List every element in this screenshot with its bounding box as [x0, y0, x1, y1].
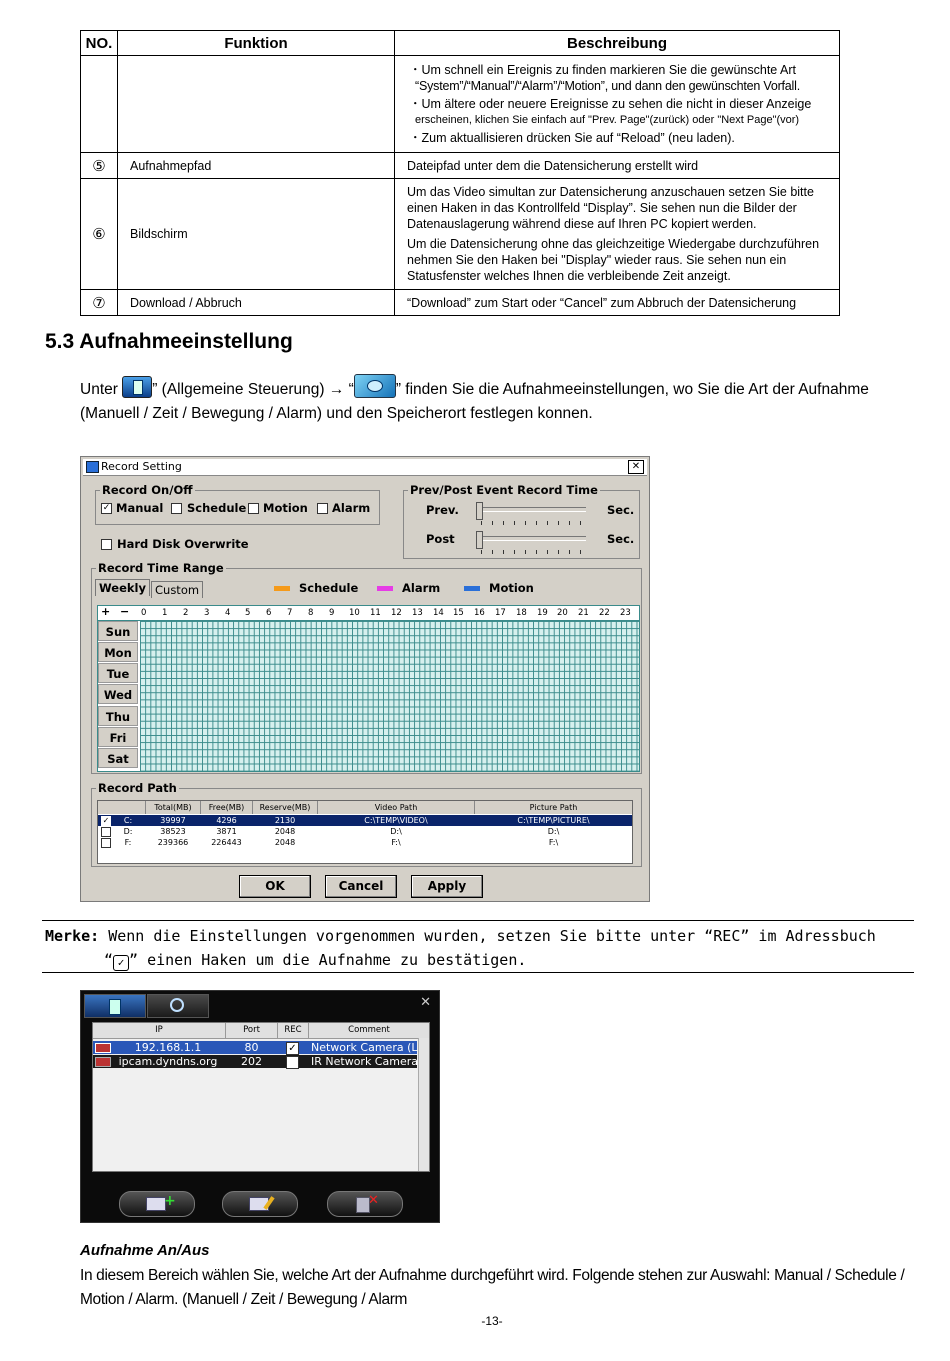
hour-label: 19: [537, 608, 548, 618]
day-label-thu[interactable]: Thu: [98, 706, 138, 726]
address-port: 202: [241, 1055, 262, 1068]
path-reserve: 2130: [274, 816, 296, 825]
record-setting-window: [80, 456, 650, 902]
prev-slider-track[interactable]: [476, 507, 586, 512]
motion-legend-label: Motion: [489, 581, 534, 595]
path-free: 4296: [216, 816, 237, 825]
desc-line: ・Zum aktuallisieren drücken Sie auf “Reload” (neu laden).: [409, 131, 735, 145]
desc-line: ・Um ältere oder neuere Ereignisse zu sehen die nicht in dieser Anzeige: [409, 97, 812, 111]
path-row[interactable]: [98, 826, 632, 837]
add-camera-button[interactable]: [119, 1191, 195, 1217]
search-tab[interactable]: [147, 994, 209, 1018]
hour-label: 21: [578, 608, 589, 618]
close-icon[interactable]: ✕: [628, 460, 644, 474]
page-number: -13-: [481, 1314, 503, 1328]
hour-label: 10: [349, 608, 360, 618]
address-book-icon: [109, 999, 121, 1015]
desc-line: “System”/“Manual”/“Alarm”/“Motion”, und dann den gewünschten Vorfall.: [415, 79, 800, 93]
post-slider-track[interactable]: [476, 536, 586, 541]
hour-label: 23: [620, 608, 631, 618]
post-label: Post: [426, 532, 455, 546]
tab-custom[interactable]: Custom: [151, 581, 203, 598]
path-reserve: 2048: [274, 827, 296, 836]
row5-function: Aufnahmepfad: [118, 153, 395, 179]
day-label-sat[interactable]: Sat: [98, 748, 138, 768]
path-row-checkbox[interactable]: ✓: [102, 816, 110, 825]
address-comment: Network Camera (L: [311, 1041, 418, 1054]
hour-label: 22: [599, 608, 610, 618]
desc-paragraph: Um die Datensicherung ohne das gleichzeitige Wiedergabe durchzuführen nehmen Sie den Haken bei "Display" wieder raus. Sie sehen nun ein Statusfenster welches Ihnen die verbleibende Zeit anzeigt.: [407, 237, 820, 283]
note-text: “: [104, 951, 114, 969]
post-unit: Sec.: [607, 532, 635, 546]
search-icon: [170, 998, 184, 1012]
prev-slider-ticks: [481, 521, 581, 525]
footer-options: Motion / Alarm: [80, 1291, 175, 1308]
schedule-checkbox[interactable]: [171, 503, 182, 514]
prev-unit: Sec.: [607, 503, 635, 517]
path-video: C:\TEMP\VIDEO\: [364, 816, 428, 825]
motion-checkbox[interactable]: [248, 503, 259, 514]
hour-label: 14: [433, 608, 444, 618]
add-icon: [146, 1197, 166, 1211]
path-row[interactable]: [98, 815, 632, 826]
footer-text: . (Manuell / Zeit / Bewegung / Alarm: [174, 1291, 408, 1308]
hour-label: 1: [162, 608, 168, 618]
prevpost-legend: Prev/Post Event Record Time: [410, 483, 598, 497]
address-ip: 192.168.1.1: [134, 1041, 202, 1054]
ok-button[interactable]: OK: [239, 875, 311, 898]
row6-no: ⑥: [81, 179, 118, 290]
path-row[interactable]: [98, 837, 632, 848]
path-row-checkbox[interactable]: [101, 827, 111, 837]
tab-weekly[interactable]: Weekly: [95, 579, 150, 596]
window-titlebar: [83, 459, 647, 476]
footer-options: Manual / Schedule /: [774, 1267, 905, 1284]
note-text: ” einen Haken um die Aufnahme zu bestätigen.: [129, 951, 527, 969]
window-app-icon: [86, 461, 99, 473]
record-setting-icon: [354, 374, 396, 398]
record-onoff-legend: Record On/Off: [102, 483, 193, 497]
note-label: Merke:: [45, 927, 100, 945]
path-free: 3871: [216, 827, 237, 836]
path-video: D:\: [390, 827, 402, 836]
hour-label: 13: [412, 608, 423, 618]
hour-label: 2: [183, 608, 189, 618]
header-description: Beschreibung: [395, 31, 840, 56]
desc-line: ・Um schnell ein Ereignis zu finden markieren Sie die gewünschte Art: [409, 63, 796, 77]
day-label-tue[interactable]: Tue: [98, 663, 138, 683]
record-path-legend: Record Path: [98, 781, 177, 795]
path-col-header: Reserve(MB): [253, 801, 318, 814]
general-control-icon: [122, 376, 152, 398]
row6-description: [395, 179, 840, 290]
row7-description: “Download” zum Start oder “Cancel” zum Abbruch der Datensicherung: [395, 290, 840, 316]
row-a-description: [395, 56, 840, 153]
rec-checkbox[interactable]: [286, 1056, 299, 1069]
note-bottom-rule: [42, 972, 914, 973]
row6-function: Bildschirm: [118, 179, 395, 290]
hour-label: 15: [453, 608, 464, 618]
section-title: 5.3 Aufnahmeeinstellung: [45, 330, 293, 353]
hour-label: 20: [557, 608, 568, 618]
header-function: Funktion: [118, 31, 395, 56]
cancel-button[interactable]: Cancel: [325, 875, 397, 898]
window-title: Record Setting: [101, 460, 182, 473]
post-slider-ticks: [481, 550, 581, 554]
day-label-wed[interactable]: Wed: [98, 684, 138, 704]
hour-label: 12: [391, 608, 402, 618]
note-top-rule: [42, 920, 914, 921]
overwrite-checkbox[interactable]: [101, 539, 112, 550]
address-port: 80: [244, 1041, 259, 1054]
alarm-checkbox[interactable]: [317, 503, 328, 514]
path-reserve: 2048: [274, 838, 296, 847]
zoom-in-icon[interactable]: +: [101, 605, 111, 618]
ab-col-header: Comment: [309, 1023, 429, 1039]
hour-label: 18: [516, 608, 527, 618]
row5-no: ⑤: [81, 153, 118, 179]
row7-function: Download / Abbruch: [118, 290, 395, 316]
footer-text: In diesem Bereich wählen Sie, welche Art der Aufnahme durchgeführt wird. Folgende stehen zur Auswahl:: [80, 1267, 775, 1284]
checkbox-checked-icon: ✓: [113, 955, 129, 971]
manual-label: Manual: [116, 501, 164, 515]
hour-label: 5: [245, 608, 251, 618]
desc-paragraph: Um das Video simultan zur Datensicherung anzuschauen setzen Sie bitte einen Haken in das Kontrollfeld “Display”. Sie sehen nun die Bilder der Datenauslagerung während diese auf Ihren PC kopiert werden.: [407, 185, 814, 231]
day-label-mon[interactable]: Mon: [98, 642, 138, 662]
subsection-title: Aufnahme An/Aus: [80, 1242, 210, 1259]
delete-x-icon: ✕: [368, 1193, 379, 1208]
camera-icon: [95, 1043, 111, 1053]
path-total: 38523: [160, 827, 186, 836]
path-col-header: Video Path: [318, 801, 475, 814]
address-book-window: [80, 990, 440, 1223]
motion-swatch: [464, 586, 480, 591]
address-list: [92, 1022, 430, 1172]
schedule-legend-label: Schedule: [299, 581, 359, 595]
motion-label: Motion: [263, 501, 308, 515]
intro-text: ” (Allgemeine Steuerung) → “: [152, 381, 354, 398]
intro-paragraph: [80, 374, 920, 426]
path-col-header: Total(MB): [146, 801, 201, 814]
hour-label: 16: [474, 608, 485, 618]
ab-col-header: IP: [93, 1023, 226, 1039]
day-label-fri[interactable]: Fri: [98, 727, 138, 747]
post-slider-thumb[interactable]: [476, 531, 483, 549]
path-col-drive: [98, 801, 146, 814]
plus-icon: +: [164, 1193, 176, 1209]
hour-label: 7: [287, 608, 293, 618]
row-a-no: [81, 56, 118, 153]
footer-paragraph: [80, 1264, 940, 1312]
record-path-table: [97, 800, 633, 864]
header-no: NO.: [81, 31, 118, 56]
path-picture: F:\: [548, 838, 559, 847]
day-label-sun[interactable]: Sun: [98, 621, 138, 641]
hour-label: 11: [370, 608, 381, 618]
apply-button[interactable]: Apply: [411, 875, 483, 898]
note-text: Wenn die Einstellungen vorgenommen wurden, setzen Sie bitte unter “REC” im Adressbuch: [99, 927, 876, 945]
edit-camera-button[interactable]: [222, 1191, 298, 1217]
prev-slider-thumb[interactable]: [476, 502, 483, 520]
intro-text: ” finden Sie die Aufnahmeeinstellungen, wo Sie die Art der Aufnahme: [395, 381, 869, 398]
intro-text: (Manuell / Zeit / Bewegung / Alarm) und den Speicherort festlegen konnen.: [80, 405, 593, 422]
path-picture: D:\: [547, 827, 560, 836]
path-video: F:\: [391, 838, 401, 847]
schedule-grid[interactable]: [97, 605, 640, 772]
path-total: 39997: [160, 816, 186, 825]
intro-text: Unter: [80, 381, 123, 398]
address-book-tab[interactable]: [84, 994, 146, 1018]
path-row-checkbox[interactable]: [101, 838, 111, 848]
schedule-cells[interactable]: [140, 621, 639, 771]
hour-label: 8: [308, 608, 314, 618]
note-line-2: [104, 951, 526, 971]
overwrite-label: Hard Disk Overwrite: [117, 537, 249, 551]
hour-label: 3: [204, 608, 210, 618]
ab-col-header: REC: [278, 1023, 309, 1039]
description-table: [80, 30, 840, 316]
path-drive: F:: [124, 838, 132, 847]
hour-label: 17: [495, 608, 506, 618]
path-picture: C:\TEMP\PICTURE\: [517, 816, 590, 825]
row7-no: ⑦: [81, 290, 118, 316]
note-line-1: [45, 927, 876, 945]
close-icon[interactable]: ✕: [420, 995, 431, 1010]
vertical-scrollbar[interactable]: [418, 1038, 429, 1171]
prev-label: Prev.: [426, 503, 459, 517]
path-col-header: Picture Path: [475, 801, 632, 814]
camera-icon: [95, 1057, 111, 1067]
address-ip: ipcam.dyndns.org: [118, 1055, 218, 1068]
path-col-header: Free(MB): [201, 801, 253, 814]
path-free: 226443: [211, 838, 242, 847]
hours-header: [98, 606, 639, 621]
delete-camera-button[interactable]: [327, 1191, 403, 1217]
schedule-label: Schedule: [187, 501, 247, 515]
manual-checkbox[interactable]: ✓: [102, 503, 111, 513]
address-row[interactable]: [93, 1041, 417, 1054]
zoom-out-icon[interactable]: −: [120, 605, 130, 618]
path-drive: D:: [123, 827, 133, 836]
address-row[interactable]: [93, 1055, 417, 1068]
alarm-label: Alarm: [332, 501, 371, 515]
row-a-function: [118, 56, 395, 153]
rec-checkbox[interactable]: ✓: [286, 1042, 299, 1055]
hour-label: 4: [225, 608, 231, 618]
desc-line: erscheinen, klichen Sie einfach auf "Prev. Page"(zurück) oder "Next Page"(vor): [415, 114, 800, 126]
hour-label: 0: [141, 608, 147, 618]
ab-col-header: Port: [226, 1023, 278, 1039]
path-drive: C:: [123, 816, 133, 825]
row5-description: Dateipfad unter dem die Datensicherung erstellt wird: [395, 153, 840, 179]
alarm-swatch: [377, 586, 393, 591]
hour-label: 9: [329, 608, 335, 618]
record-time-range-legend: Record Time Range: [98, 561, 224, 575]
schedule-swatch: [274, 586, 290, 591]
hour-label: 6: [266, 608, 272, 618]
path-total: 239366: [157, 838, 189, 847]
alarm-legend-label: Alarm: [402, 581, 441, 595]
address-comment: IR Network Camera: [311, 1055, 418, 1068]
